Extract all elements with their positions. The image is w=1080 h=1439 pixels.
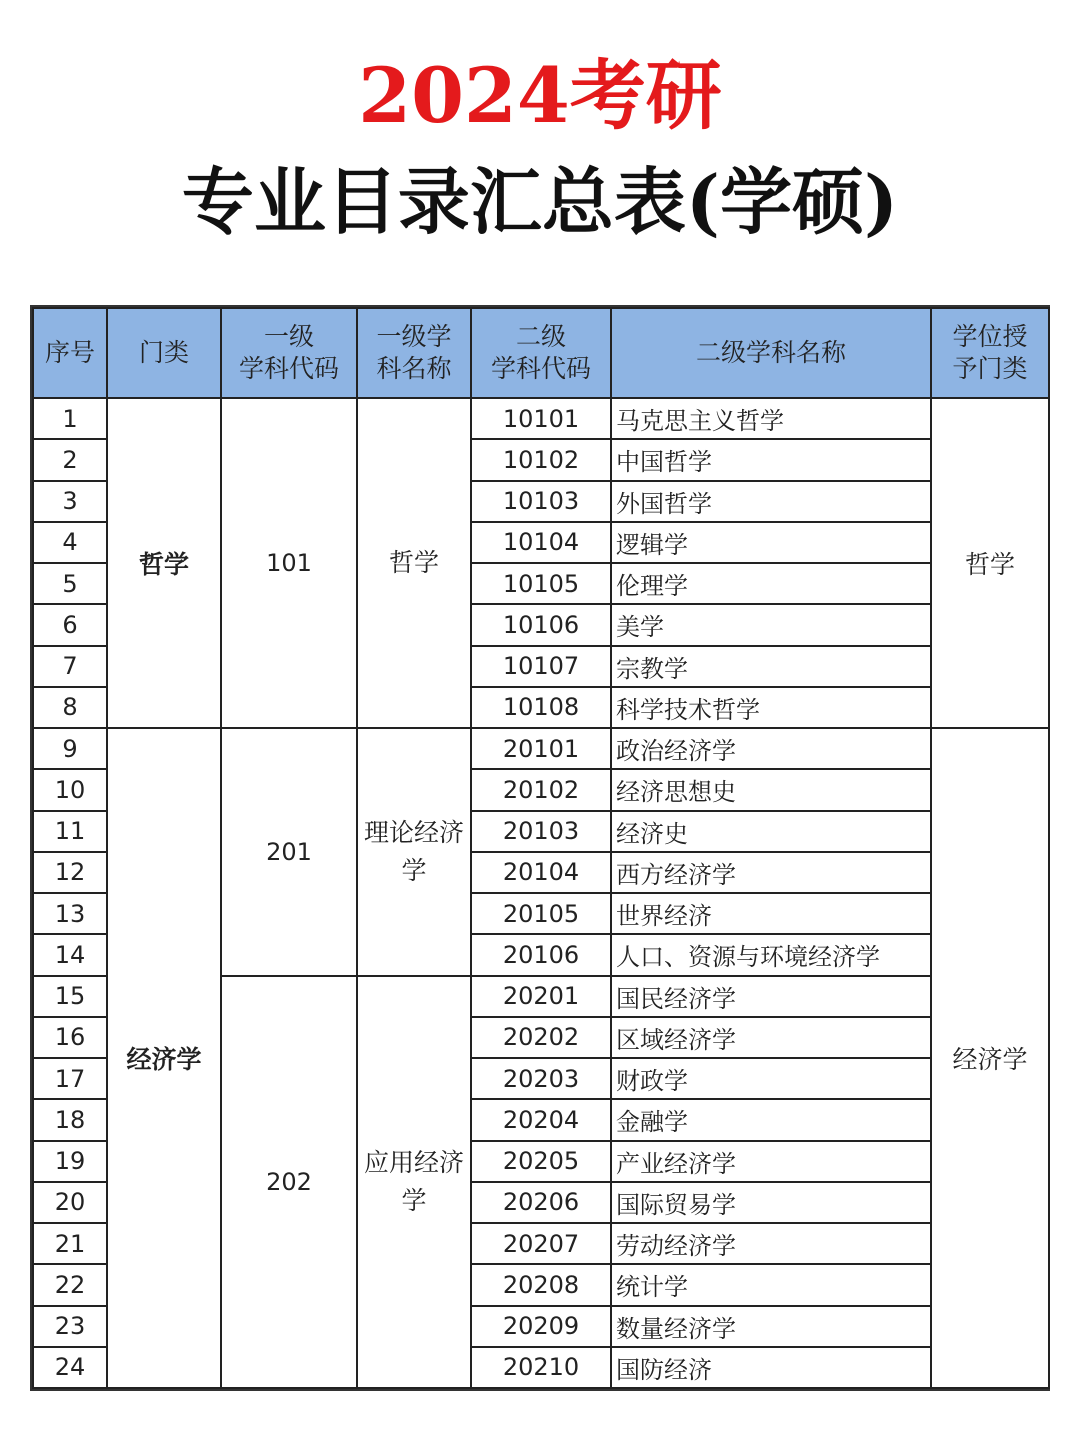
second-level-code-cell: 20103 — [471, 811, 611, 852]
second-level-code-cell: 20209 — [471, 1306, 611, 1347]
category-cell: 经济学 — [107, 728, 221, 1388]
first-level-name-cell: 理论经济学 — [357, 728, 471, 976]
second-level-name-cell: 伦理学 — [611, 563, 931, 604]
row-number-cell: 17 — [33, 1058, 107, 1099]
second-level-code-cell: 20105 — [471, 893, 611, 934]
second-level-name-cell: 马克思主义哲学 — [611, 398, 931, 439]
second-level-name-cell: 世界经济 — [611, 893, 931, 934]
second-level-name-cell: 宗教学 — [611, 646, 931, 687]
second-level-code-cell: 10103 — [471, 481, 611, 522]
header-row — [33, 308, 1049, 398]
row-number-cell: 20 — [33, 1182, 107, 1223]
second-level-name-cell: 国际贸易学 — [611, 1182, 931, 1223]
degree-category-cell: 经济学 — [931, 728, 1049, 1388]
second-level-code-cell: 20106 — [471, 934, 611, 975]
second-level-name-cell: 逻辑学 — [611, 522, 931, 563]
row-number-cell: 2 — [33, 439, 107, 480]
second-level-code-cell: 20202 — [471, 1017, 611, 1058]
header-cell-category: 门类 — [107, 308, 221, 398]
second-level-code-cell: 10105 — [471, 563, 611, 604]
first-level-name-cell: 应用经济学 — [357, 976, 471, 1389]
second-level-name-cell: 区域经济学 — [611, 1017, 931, 1058]
second-level-name-cell: 外国哲学 — [611, 481, 931, 522]
header-cell-degree-category: 学位授 予门类 — [931, 308, 1049, 398]
second-level-code-cell: 10107 — [471, 646, 611, 687]
second-level-code-cell: 10108 — [471, 687, 611, 728]
catalog-table — [32, 307, 1050, 1389]
title-line-1: 2024考研 — [358, 51, 722, 140]
row-number-cell: 18 — [33, 1099, 107, 1140]
second-level-code-cell: 20205 — [471, 1141, 611, 1182]
second-level-name-cell: 国防经济 — [611, 1347, 931, 1388]
second-level-code-cell: 20201 — [471, 976, 611, 1017]
second-level-name-cell: 经济思想史 — [611, 769, 931, 810]
major-catalog-table — [30, 305, 1050, 1391]
row-number-cell: 7 — [33, 646, 107, 687]
second-level-code-cell: 10102 — [471, 439, 611, 480]
second-level-name-cell: 国民经济学 — [611, 976, 931, 1017]
row-number-cell: 6 — [33, 604, 107, 645]
degree-category-cell: 哲学 — [931, 398, 1049, 728]
second-level-code-cell: 10104 — [471, 522, 611, 563]
header-cell-no: 序号 — [33, 308, 107, 398]
first-level-code-cell: 101 — [221, 398, 357, 728]
first-level-name-cell: 哲学 — [357, 398, 471, 728]
row-number-cell: 10 — [33, 769, 107, 810]
row-number-cell: 15 — [33, 976, 107, 1017]
second-level-name-cell: 中国哲学 — [611, 439, 931, 480]
row-number-cell: 5 — [33, 563, 107, 604]
second-level-code-cell: 20210 — [471, 1347, 611, 1388]
first-level-code-cell: 201 — [221, 728, 357, 976]
row-number-cell: 4 — [33, 522, 107, 563]
row-number-cell: 19 — [33, 1141, 107, 1182]
second-level-code-cell: 20101 — [471, 728, 611, 769]
row-number-cell: 11 — [33, 811, 107, 852]
header-cell-second-name: 二级学科名称 — [611, 308, 931, 398]
second-level-name-cell: 政治经济学 — [611, 728, 931, 769]
row-number-cell: 24 — [33, 1347, 107, 1388]
second-level-name-cell: 经济史 — [611, 811, 931, 852]
second-level-code-cell: 20204 — [471, 1099, 611, 1140]
second-level-name-cell: 人口、资源与环境经济学 — [611, 934, 931, 975]
second-level-code-cell: 20206 — [471, 1182, 611, 1223]
title-line-2: 专业目录汇总表(学硕) — [181, 159, 899, 244]
category-cell: 哲学 — [107, 398, 221, 728]
row-number-cell: 21 — [33, 1223, 107, 1264]
second-level-code-cell: 10101 — [471, 398, 611, 439]
row-number-cell: 3 — [33, 481, 107, 522]
row-number-cell: 23 — [33, 1306, 107, 1347]
row-number-cell: 13 — [33, 893, 107, 934]
row-number-cell: 22 — [33, 1264, 107, 1305]
second-level-name-cell: 美学 — [611, 604, 931, 645]
row-number-cell: 9 — [33, 728, 107, 769]
second-level-code-cell: 10106 — [471, 604, 611, 645]
second-level-name-cell: 统计学 — [611, 1264, 931, 1305]
second-level-code-cell: 20102 — [471, 769, 611, 810]
row-number-cell: 12 — [33, 852, 107, 893]
second-level-code-cell: 20207 — [471, 1223, 611, 1264]
first-level-code-cell: 202 — [221, 976, 357, 1389]
second-level-name-cell: 财政学 — [611, 1058, 931, 1099]
second-level-name-cell: 数量经济学 — [611, 1306, 931, 1347]
row-number-cell: 8 — [33, 687, 107, 728]
table-row — [33, 398, 1049, 439]
second-level-code-cell: 20203 — [471, 1058, 611, 1099]
header-cell-first-code: 一级 学科代码 — [221, 308, 357, 398]
second-level-name-cell: 科学技术哲学 — [611, 687, 931, 728]
second-level-code-cell: 20104 — [471, 852, 611, 893]
header-cell-second-code: 二级 学科代码 — [471, 308, 611, 398]
second-level-code-cell: 20208 — [471, 1264, 611, 1305]
row-number-cell: 1 — [33, 398, 107, 439]
second-level-name-cell: 产业经济学 — [611, 1141, 931, 1182]
second-level-name-cell: 西方经济学 — [611, 852, 931, 893]
row-number-cell: 16 — [33, 1017, 107, 1058]
row-number-cell: 14 — [33, 934, 107, 975]
header-cell-first-name: 一级学 科名称 — [357, 308, 471, 398]
second-level-name-cell: 金融学 — [611, 1099, 931, 1140]
table-row — [33, 728, 1049, 769]
second-level-name-cell: 劳动经济学 — [611, 1223, 931, 1264]
